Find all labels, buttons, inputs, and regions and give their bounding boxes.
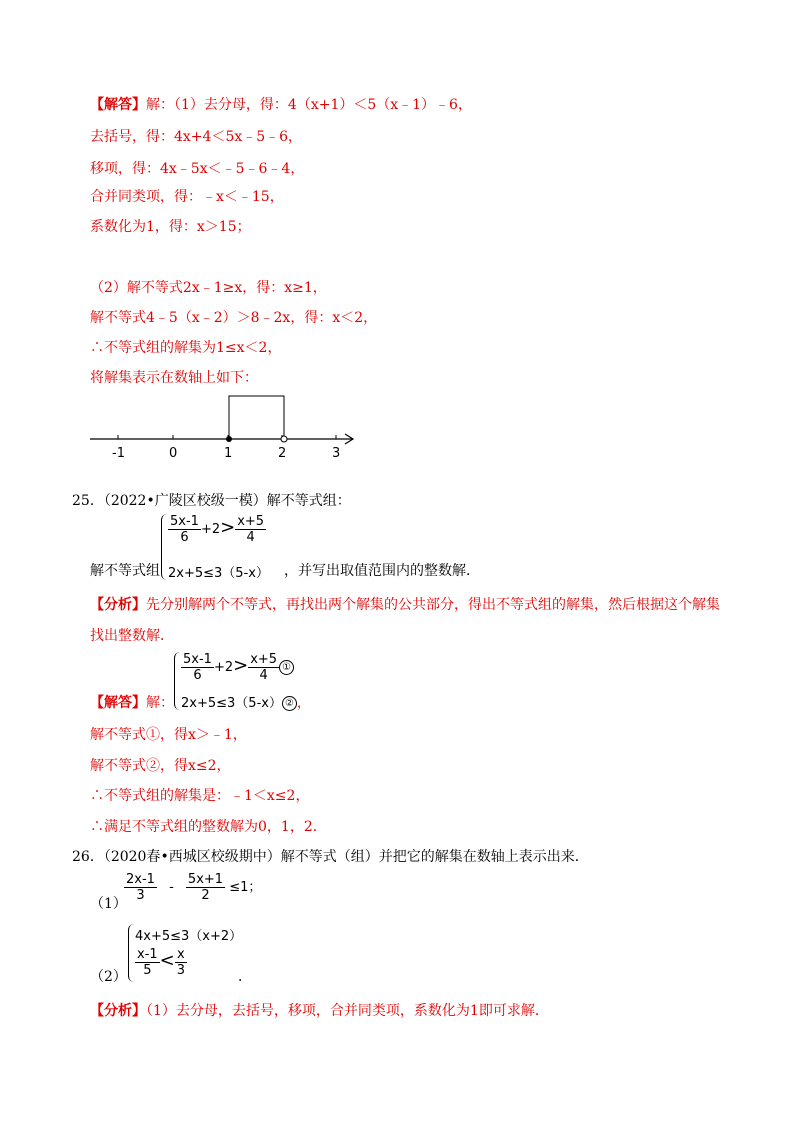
solution-line-7: 解不等式4﹣5（x﹣2）＞8﹣2x，得：x＜2， (90, 310, 378, 326)
number-line (85, 390, 365, 465)
solution-line-1: 【解答】解：（1）去分母，得：4（x+1）＜5（x﹣1）﹣6， (90, 97, 472, 113)
closed-point-marker (226, 436, 232, 442)
q25-analysis-line-2: 找出整数解． (90, 628, 174, 644)
tick-label-1: 1 (224, 446, 233, 461)
circled-1: ① (279, 660, 294, 675)
q25-ineq2: 2x+5≤3（5-x） (168, 566, 269, 581)
q25-answer-ineq2: 2x+5≤3（5-x） ② ， (181, 696, 310, 711)
tick-label-0: 0 (169, 446, 178, 461)
q25-system-brace (161, 514, 168, 580)
q26-part2-ineq2: $\frac{x-1}{5}$ < $\frac{x}{3}$ (137, 947, 186, 978)
q25-analysis-line-1: 【分析】先分别解两个不等式，再找出两个解集的公共部分，得出不等式组的解集，然后根据这个解集 (90, 597, 720, 613)
section-heading: 【分析】 (90, 1003, 146, 1019)
tick-label-3: 3 (332, 446, 341, 461)
q25-answer-label: 【解答】解： (90, 695, 174, 711)
q26-part2-brace (128, 924, 135, 982)
q26-part1-label: （1） (90, 896, 127, 912)
q25-answer-brace (174, 652, 181, 710)
q25-answer-line-2: 解不等式②，得x≤2， (90, 758, 231, 774)
q25-title: 25．（2022•广陵区校级一模）解不等式组： (72, 493, 351, 509)
q26-part1-expression: $\frac{2x-1}{3}$ - $\frac{5x+1}{2}$ ≤1； (126, 872, 262, 903)
q25-suffix: ，并写出取值范围内的整数解． (284, 563, 480, 579)
solution-line-3: 移项，得：4x﹣5x＜﹣5﹣6﹣4， (90, 161, 305, 177)
solution-line-5: 系数化为1，得：x＞15； (90, 219, 251, 235)
q26-title: 26．（2020春•西城区校级期中）解不等式（组）并把它的解集在数轴上表示出来． (72, 849, 589, 865)
q25-answer-ineq1: $\frac{5x-1}{6}$ +2> $\frac{x+5}{4}$ ① (181, 652, 294, 683)
q25-answer-line-3: ∴不等式组的解集是：﹣1＜x≤2， (90, 788, 310, 804)
q26-part2-label: （2） (90, 969, 127, 985)
solution-range-bracket (229, 396, 284, 439)
solution-line-9: 将解集表示在数轴上如下： (90, 370, 258, 386)
circled-2: ② (282, 696, 297, 711)
section-heading: 【解答】 (90, 97, 146, 113)
tick-label-neg1: -1 (112, 446, 125, 461)
section-heading: 【解答】 (90, 695, 146, 711)
solution-line-2: 去括号，得：4x+4＜5x﹣5﹣6， (90, 129, 303, 145)
section-heading: 【分析】 (90, 597, 146, 613)
tick-label-2: 2 (278, 446, 287, 461)
open-point-marker (281, 436, 287, 442)
solution-line-4: 合并同类项，得：﹣x＜﹣15， (90, 189, 284, 205)
q26-analysis: 【分析】（1）去分母，去括号，移项，合并同类项，系数化为1即可求解． (90, 1003, 549, 1019)
solution-line-6: （2）解不等式2x﹣1≥x，得：x≥1， (90, 280, 327, 296)
q25-ineq1: $\frac{5x-1}{6}$ +2> $\frac{x+5}{4}$ (170, 514, 265, 545)
q25-answer-line-1: 解不等式①，得x＞﹣1， (90, 727, 247, 743)
solution-line-8: ∴不等式组的解集为1≤x＜2， (90, 340, 282, 356)
q26-part2-ineq1: 4x+5≤3（x+2） (135, 929, 243, 944)
q25-prefix: 解不等式组 (90, 563, 160, 579)
q26-part2-tail: ． (238, 969, 252, 985)
q25-answer-line-4: ∴满足不等式组的整数解为0，1，2． (90, 819, 327, 835)
